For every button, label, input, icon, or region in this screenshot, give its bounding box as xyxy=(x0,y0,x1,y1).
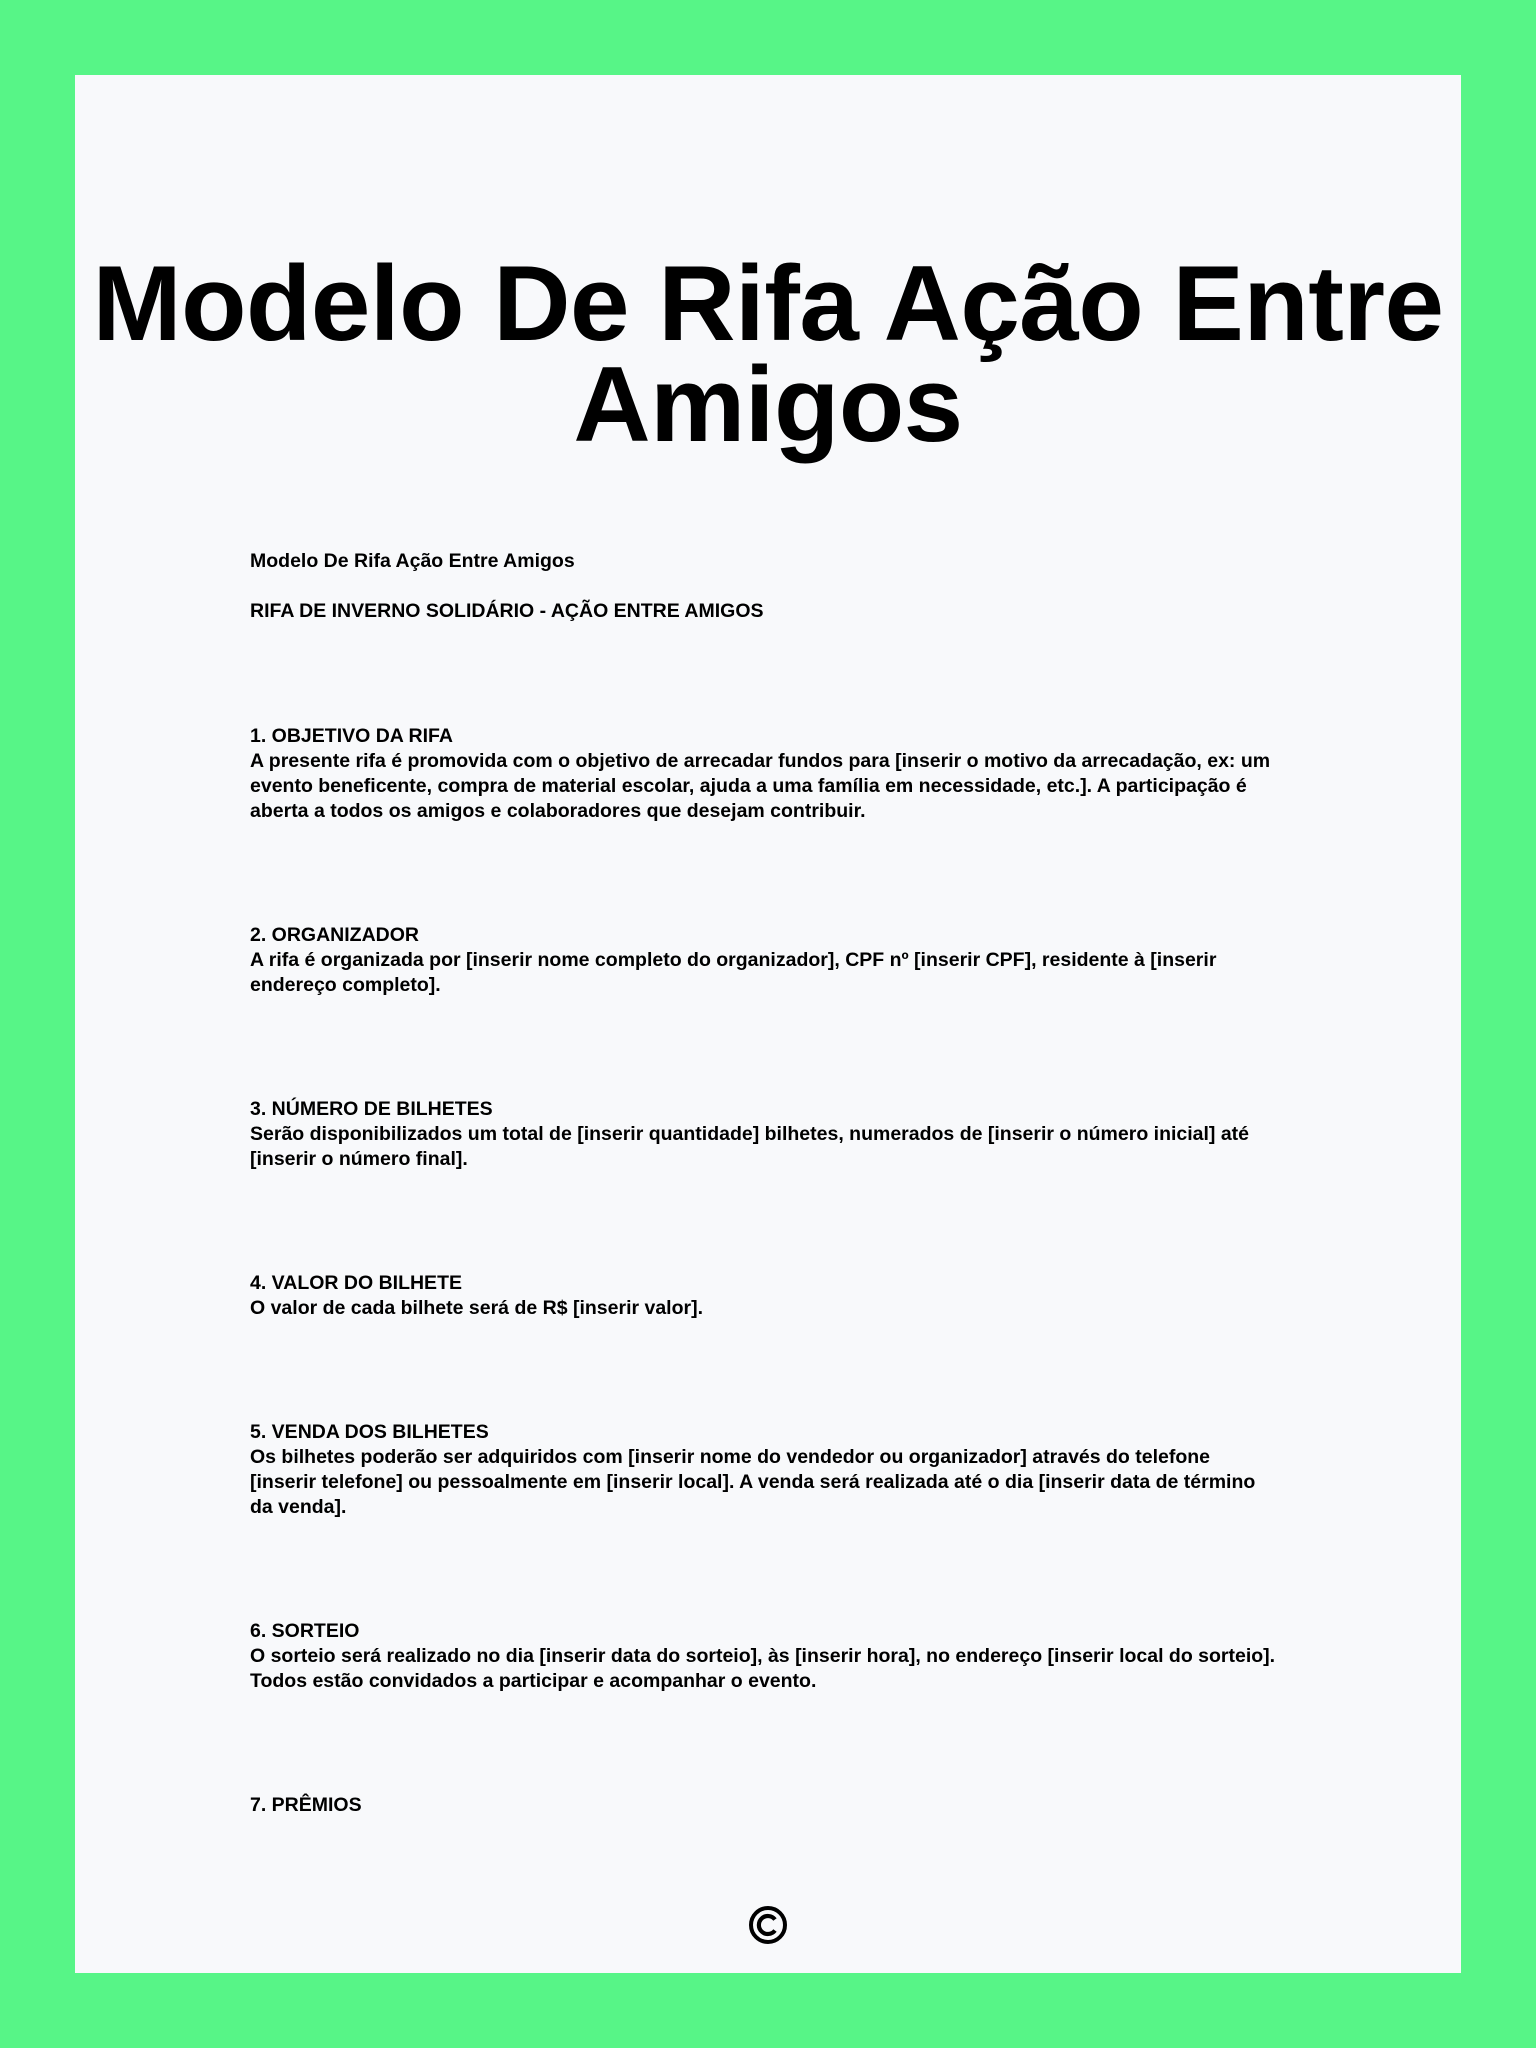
subtitle-raffle: RIFA DE INVERNO SOLIDÁRIO - AÇÃO ENTRE AMIGOS xyxy=(250,600,764,622)
section-draw xyxy=(250,1619,1350,1694)
section-organizer xyxy=(250,923,1350,998)
section-body: O valor de cada bilhete será de R$ [inserir valor]. xyxy=(250,1297,704,1319)
subtitle-name: Modelo De Rifa Ação Entre Amigos xyxy=(250,550,575,572)
section-heading: 6. SORTEIO xyxy=(250,1620,360,1642)
document-page xyxy=(75,75,1461,1973)
section-heading: 3. NÚMERO DE BILHETES xyxy=(250,1098,493,1120)
section-heading: 2. ORGANIZADOR xyxy=(250,924,420,946)
document-content xyxy=(250,549,1350,1818)
section-body: A presente rifa é promovida com o objetivo de arrecadar fundos para [inserir o motivo da arrecadação, ex: um evento beneficente, compra de material escolar, ajuda a uma família em necessidade, etc.]. A participação é aberta a todos os amigos e colaboradores que desejam contribuir. xyxy=(250,750,1271,822)
section-ticket-value xyxy=(250,1271,1350,1321)
section-heading: 1. OBJETIVO DA RIFA xyxy=(250,725,453,747)
copyright-icon xyxy=(748,1905,788,1945)
section-ticket-sales xyxy=(250,1420,1350,1520)
section-body: A rifa é organizada por [inserir nome completo do organizador], CPF nº [inserir CPF], residente à [inserir endereço completo]. xyxy=(250,949,1217,996)
section-body: Os bilhetes poderão ser adquiridos com [inserir nome do vendedor ou organizador] através do telefone [inserir telefone] ou pessoalmente em [inserir local]. A venda será realizada até o dia [inserir data de término da venda]. xyxy=(250,1446,1256,1518)
page-footer xyxy=(75,1905,1461,1950)
document-title: Modelo De Rifa Ação Entre Amigos xyxy=(92,243,1444,464)
section-prizes xyxy=(250,1793,1350,1818)
section-heading: 4. VALOR DO BILHETE xyxy=(250,1272,462,1294)
section-heading: 7. PRÊMIOS xyxy=(250,1794,362,1816)
section-body: O sorteio será realizado no dia [inserir data do sorteio], às [inserir hora], no endereço [inserir local do sorteio]. Todos estão convidados a participar e acompanhar o evento. xyxy=(250,1645,1276,1692)
section-body: Serão disponibilizados um total de [inserir quantidade] bilhetes, numerados de [inserir o número inicial] até [inserir o número final]. xyxy=(250,1123,1250,1170)
section-ticket-count xyxy=(250,1097,1350,1172)
section-objective xyxy=(250,724,1350,824)
section-heading: 5. VENDA DOS BILHETES xyxy=(250,1421,489,1443)
